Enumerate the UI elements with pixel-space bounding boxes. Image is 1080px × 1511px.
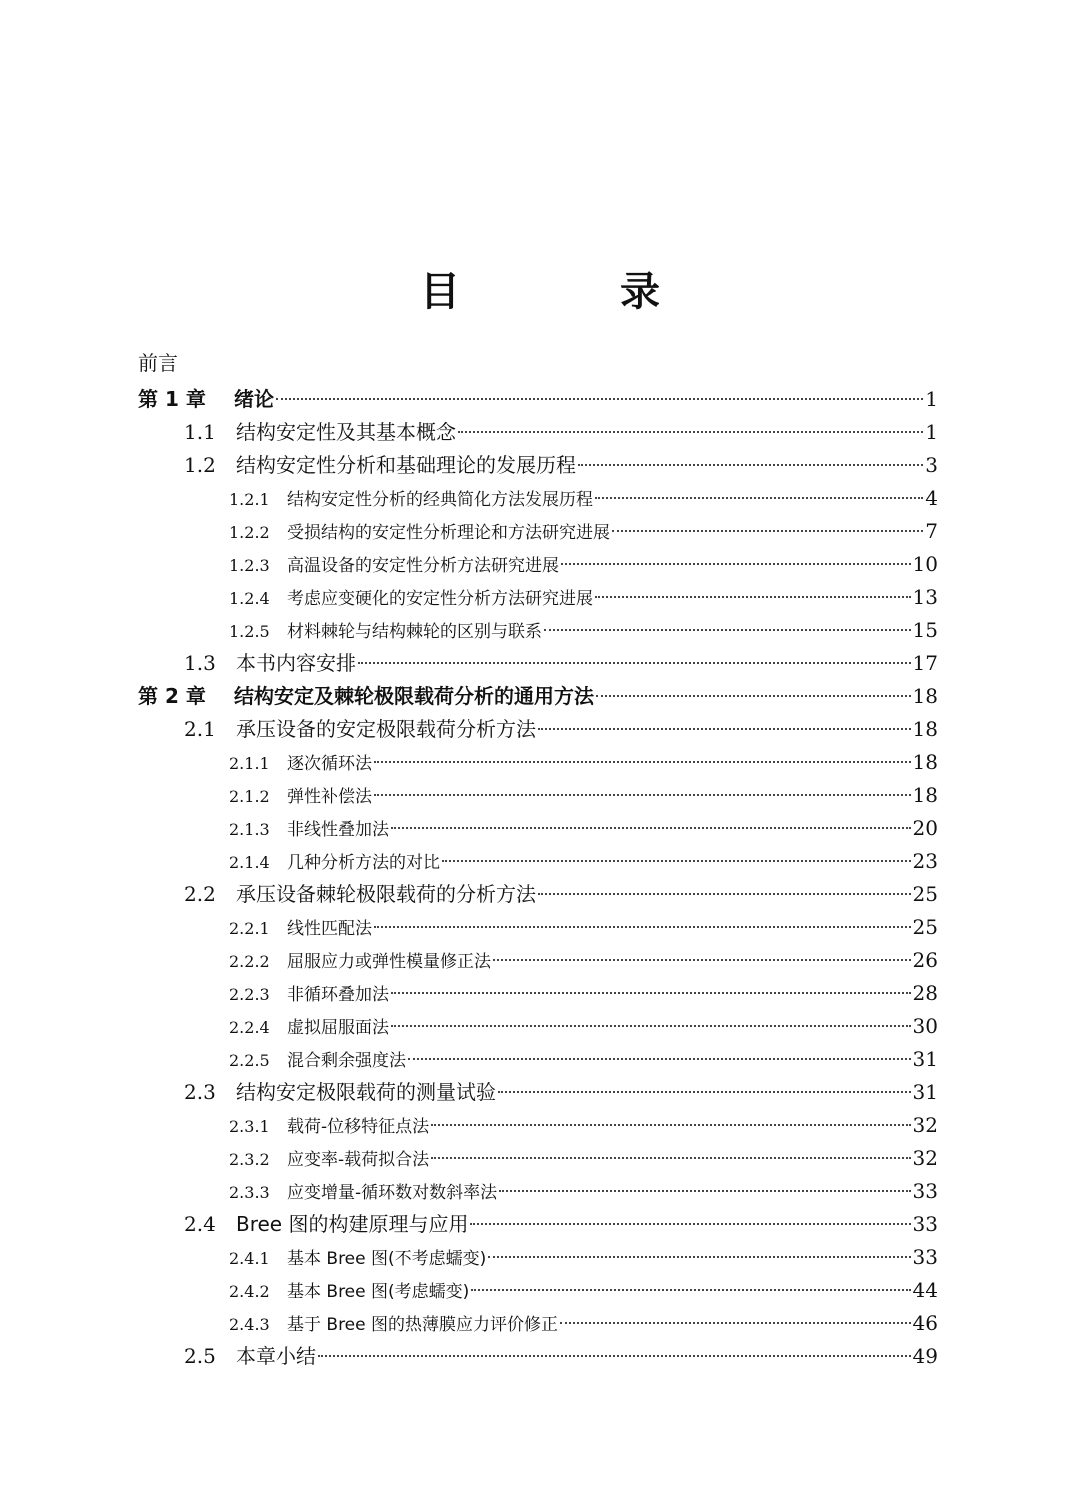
toc-entry-number: 2.1 — [184, 717, 216, 741]
toc-subsection-entry[interactable] — [138, 812, 938, 845]
toc-entry-title: 应变增量-循环数对数斜率法 — [287, 1183, 498, 1203]
dot-leader — [391, 1025, 911, 1027]
toc-subsection-entry[interactable] — [138, 515, 938, 548]
dot-leader — [612, 530, 923, 532]
toc-entry-number: 2.4.1 — [229, 1249, 270, 1268]
dot-leader — [493, 959, 911, 961]
toc-entry-title: 非循环叠加法 — [287, 985, 389, 1005]
toc-entry-page-number: 15 — [912, 618, 938, 642]
toc-entry-number: 第 2 章 — [138, 684, 206, 708]
toc-entry-page-number: 18 — [912, 717, 938, 741]
toc-entry-title: 基本 Bree 图(考虑蠕变) — [287, 1282, 470, 1302]
toc-entry-number: 2.4 — [184, 1212, 216, 1236]
toc-entry-title: 非线性叠加法 — [287, 820, 389, 840]
toc-subsection-entry[interactable] — [138, 779, 938, 812]
toc-entry-page-number: 33 — [912, 1245, 938, 1269]
toc-entry-page-number: 18 — [912, 783, 938, 807]
dot-leader — [374, 794, 911, 796]
dot-leader — [458, 431, 923, 433]
toc-entry-page-number: 4 — [925, 486, 938, 510]
toc-entry-title: 绪论 — [234, 387, 274, 411]
toc-entry-number: 1.2.4 — [229, 589, 270, 608]
toc-entry-page-number: 18 — [912, 684, 938, 708]
toc-entry-page-number: 30 — [912, 1014, 938, 1038]
toc-subsection-entry[interactable] — [138, 1274, 938, 1307]
dot-leader — [374, 926, 911, 928]
toc-entry-number: 2.1.2 — [229, 787, 270, 806]
toc-entry-number: 2.3.3 — [229, 1183, 270, 1202]
toc-entry-page-number: 31 — [912, 1080, 938, 1104]
toc-entry-title: 承压设备棘轮极限载荷的分析方法 — [236, 882, 536, 906]
toc-entry-title: 本章小结 — [236, 1344, 316, 1368]
toc-entry-title: 结构安定性及其基本概念 — [236, 420, 456, 444]
dot-leader — [470, 1223, 910, 1225]
toc-entry-title: 材料棘轮与结构棘轮的区别与联系 — [287, 622, 542, 642]
toc-entry-title: 结构安定及棘轮极限载荷分析的通用方法 — [234, 684, 594, 708]
toc-entry-title: 混合剩余强度法 — [287, 1051, 406, 1071]
toc-entry-page-number: 13 — [912, 585, 938, 609]
toc-subsection-entry[interactable] — [138, 1241, 938, 1274]
toc-entry-page-number: 17 — [912, 651, 938, 675]
toc-entry-page-number: 44 — [912, 1278, 938, 1302]
dot-leader — [488, 1256, 910, 1258]
toc-entry-number: 2.1.3 — [229, 820, 270, 839]
toc-entry-number: 2.2.2 — [229, 952, 270, 971]
toc-entry-number: 1.2.2 — [229, 523, 270, 542]
toc-entry-number: 2.4.3 — [229, 1315, 270, 1334]
toc-entry-number: 2.3.1 — [229, 1117, 270, 1136]
toc-subsection-entry[interactable] — [138, 1307, 938, 1340]
toc-entry-page-number: 20 — [912, 816, 938, 840]
toc-section-entry[interactable] — [138, 1340, 938, 1373]
toc-list — [138, 383, 938, 1373]
toc-section-entry[interactable] — [138, 713, 938, 746]
toc-section-entry[interactable] — [138, 1076, 938, 1109]
toc-subsection-entry[interactable] — [138, 1175, 938, 1208]
toc-entry-number: 2.2.1 — [229, 919, 270, 938]
dot-leader — [471, 1289, 910, 1291]
toc-entry-number: 1.2.1 — [229, 490, 270, 509]
dot-leader — [408, 1058, 911, 1060]
toc-entry-page-number: 49 — [912, 1344, 938, 1368]
toc-subsection-entry[interactable] — [138, 977, 938, 1010]
dot-leader — [596, 695, 911, 697]
toc-entry-title: 载荷-位移特征点法 — [287, 1117, 430, 1137]
toc-entry-title: 考虑应变硬化的安定性分析方法研究进展 — [287, 589, 593, 609]
toc-entry-title: 线性匹配法 — [287, 919, 372, 939]
toc-entry-title: Bree 图的构建原理与应用 — [236, 1212, 469, 1236]
toc-entry-number: 1.3 — [184, 651, 216, 675]
toc-entry-page-number: 10 — [912, 552, 938, 576]
toc-entry-title: 应变率-载荷拟合法 — [287, 1150, 430, 1170]
toc-section-entry[interactable] — [138, 416, 938, 449]
dot-leader — [595, 497, 923, 499]
dot-leader — [391, 827, 911, 829]
dot-leader — [578, 464, 923, 466]
dot-leader — [358, 662, 911, 664]
dot-leader — [561, 563, 911, 565]
dot-leader — [431, 1157, 910, 1159]
toc-entry-number: 2.1.4 — [229, 853, 270, 872]
toc-entry-title: 结构安定性分析的经典简化方法发展历程 — [287, 490, 593, 510]
dot-leader — [544, 629, 911, 631]
toc-entry-page-number: 25 — [912, 882, 938, 906]
toc-subsection-entry[interactable] — [138, 614, 938, 647]
toc-entry-number: 2.3 — [184, 1080, 216, 1104]
dot-leader — [276, 398, 923, 400]
toc-entry-page-number: 1 — [925, 420, 938, 444]
toc-entry-page-number: 28 — [912, 981, 938, 1005]
toc-subsection-entry[interactable] — [138, 548, 938, 581]
toc-entry-page-number: 7 — [925, 519, 938, 543]
toc-entry-page-number: 32 — [912, 1146, 938, 1170]
toc-entry-number: 1.2.5 — [229, 622, 270, 641]
dot-leader — [595, 596, 911, 598]
dot-leader — [498, 1091, 911, 1093]
toc-entry-title: 本书内容安排 — [236, 651, 356, 675]
toc-entry-number: 1.2.3 — [229, 556, 270, 575]
toc-subsection-entry[interactable] — [138, 581, 938, 614]
toc-subsection-entry[interactable] — [138, 944, 938, 977]
toc-subsection-entry[interactable] — [138, 845, 938, 878]
toc-entry-page-number: 46 — [912, 1311, 938, 1335]
toc-subsection-entry[interactable] — [138, 746, 938, 779]
toc-section-entry[interactable] — [138, 878, 938, 911]
toc-entry-number: 1.1 — [184, 420, 216, 444]
toc-section-entry[interactable] — [138, 1208, 938, 1241]
dot-leader — [538, 893, 911, 895]
toc-subsection-entry[interactable] — [138, 911, 938, 944]
toc-section-entry[interactable] — [138, 647, 938, 680]
toc-entry-number: 2.2 — [184, 882, 216, 906]
page-title: 目 录 — [420, 268, 720, 315]
toc-entry-title: 结构安定极限载荷的测量试验 — [236, 1080, 496, 1104]
toc-subsection-entry[interactable] — [138, 1010, 938, 1043]
toc-entry-title: 受损结构的安定性分析理论和方法研究进展 — [287, 523, 610, 543]
toc-entry-title: 基于 Bree 图的热薄膜应力评价修正 — [287, 1315, 559, 1335]
toc-entry-page-number: 33 — [912, 1212, 938, 1236]
toc-entry-number: 2.5 — [184, 1344, 216, 1368]
toc-entry-page-number: 25 — [912, 915, 938, 939]
toc-entry-page-number: 18 — [912, 750, 938, 774]
toc-entry-page-number: 32 — [912, 1113, 938, 1137]
dot-leader — [318, 1355, 911, 1357]
toc-entry-title: 屈服应力或弹性模量修正法 — [287, 952, 491, 972]
toc-entry-title: 几种分析方法的对比 — [287, 853, 440, 873]
dot-leader — [431, 1124, 910, 1126]
toc-entry-number: 2.1.1 — [229, 754, 270, 773]
dot-leader — [499, 1190, 910, 1192]
toc-subsection-entry[interactable] — [138, 1142, 938, 1175]
toc-entry-number: 2.4.2 — [229, 1282, 270, 1301]
dot-leader — [374, 761, 911, 763]
toc-section-entry[interactable] — [138, 449, 938, 482]
dot-leader — [391, 992, 911, 994]
toc-entry-title: 高温设备的安定性分析方法研究进展 — [287, 556, 559, 576]
toc-subsection-entry[interactable] — [138, 1043, 938, 1076]
toc-entry-title: 基本 Bree 图(不考虑蠕变) — [287, 1249, 487, 1269]
dot-leader — [538, 728, 911, 730]
table-of-contents — [138, 345, 938, 1373]
toc-preface: 前言 — [138, 351, 178, 375]
toc-entry-title: 虚拟屈服面法 — [287, 1018, 389, 1038]
toc-entry-page-number: 1 — [925, 387, 938, 411]
toc-entry-page-number: 26 — [912, 948, 938, 972]
dot-leader — [560, 1322, 911, 1324]
toc-entry-page-number: 31 — [912, 1047, 938, 1071]
toc-entry-title: 结构安定性分析和基础理论的发展历程 — [236, 453, 576, 477]
toc-entry-number: 1.2 — [184, 453, 216, 477]
toc-entry-title: 逐次循环法 — [287, 754, 372, 774]
toc-entry-number: 2.2.3 — [229, 985, 270, 1004]
toc-entry-page-number: 33 — [912, 1179, 938, 1203]
toc-entry-title: 承压设备的安定极限载荷分析方法 — [236, 717, 536, 741]
toc-chapter-entry[interactable] — [138, 680, 938, 713]
toc-entry-number: 2.2.5 — [229, 1051, 270, 1070]
toc-entry-number: 第 1 章 — [138, 387, 206, 411]
dot-leader — [442, 860, 911, 862]
toc-chapter-entry[interactable] — [138, 383, 938, 416]
toc-entry-page-number: 3 — [925, 453, 938, 477]
toc-entry-number: 2.3.2 — [229, 1150, 270, 1169]
toc-entry-page-number: 23 — [912, 849, 938, 873]
toc-subsection-entry[interactable] — [138, 1109, 938, 1142]
toc-entry-title: 弹性补偿法 — [287, 787, 372, 807]
toc-subsection-entry[interactable] — [138, 482, 938, 515]
toc-entry-number: 2.2.4 — [229, 1018, 270, 1037]
